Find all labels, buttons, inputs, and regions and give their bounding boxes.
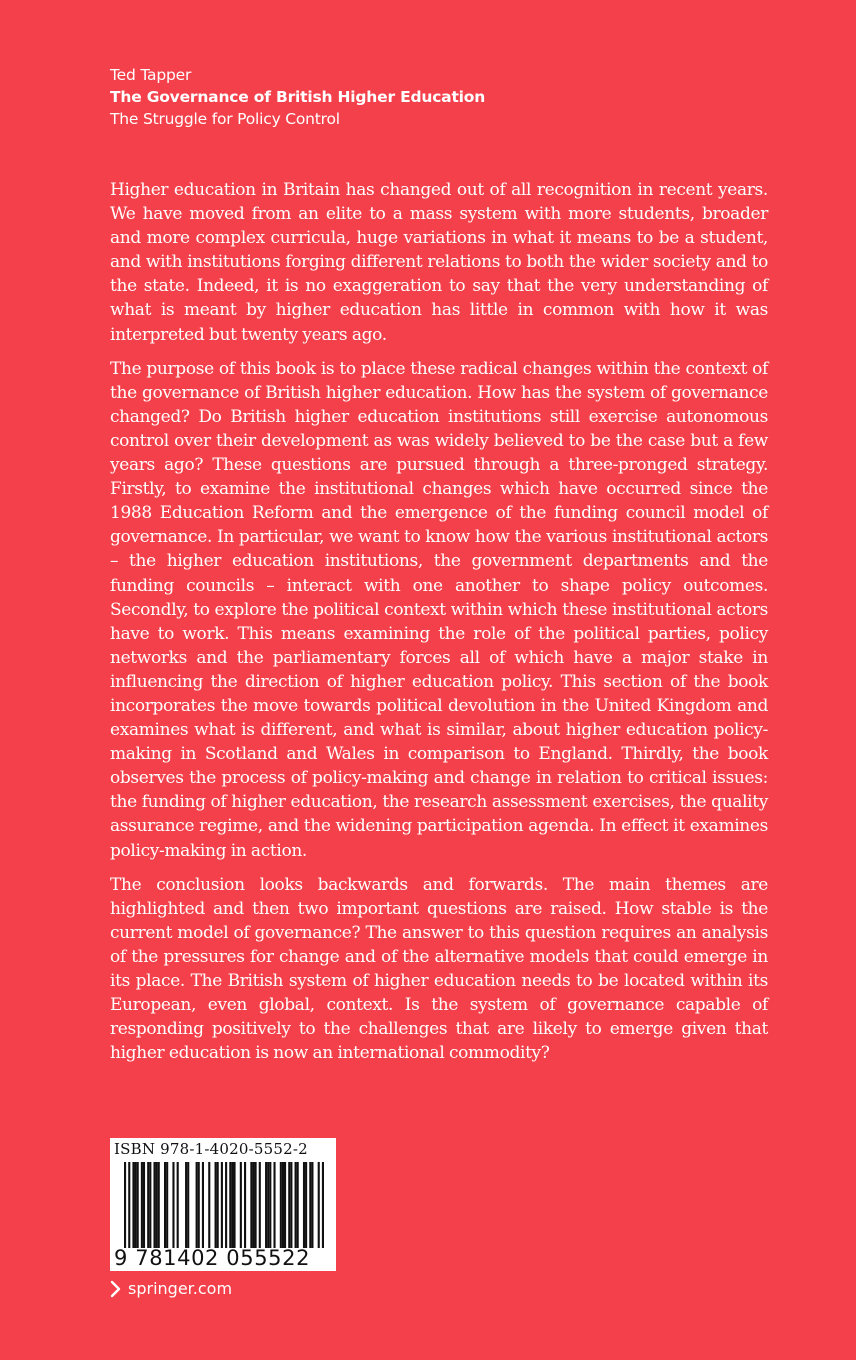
blurb-paragraph-2: The purpose of this book is to place these radical changes within the context of the governance of British higher education. How has the system of governance changed? Do British higher education institutions still exercise autonomous control over their development as was widely believed to be the case but a few years ago? These questions are pursued through a three-pronged strategy. Firstly, to examine the institutional changes which have occurred since the 1988 Education Reform and the emergence of the funding council model of governance. In particular, we want to know how the various institutional actors – the higher education institutions, the government departments and the funding councils – interact with one another to shape policy outcomes. Secondly, to explore the political context within which these institutional actors have to work. This means examining the role of the political parties, policy networks and the parliamentary forces all of which have a major stake in influencing the direction of higher education policy. This section of the book incorporates the move towards political devolution in the United Kingdom and examines what is different, and what is similar, about higher education policy-making in Scotland and Wales in comparison to England. Thirdly, the book observes the process of policy-making and change in relation to critical issues: the funding of higher education, the research assessment exercises, the quality assurance regime, and the widening participation agenda. In effect it examines policy-making in action. [110, 358, 768, 861]
author-name: Ted Tapper [110, 66, 192, 84]
book-subtitle: The Struggle for Policy Control [110, 110, 340, 128]
publisher-footer [110, 1279, 232, 1298]
chevron-right-icon [110, 1280, 122, 1298]
blurb-text [110, 178, 768, 1075]
book-title: The Governance of British Higher Education [110, 88, 486, 106]
blurb-paragraph-1: Higher education in Britain has changed out of all recognition in recent years. We have moved from an elite to a mass system with more students, broader and more complex curricula, huge variations in what it means to be a student, and with institutions forging different relations to both the wider society and to the state. Indeed, it is no exaggeration to say that the very understanding of what is meant by higher education has little in common with how it was interpreted but twenty years ago. [110, 180, 768, 345]
barcode-digits: 9 781402 055522 [114, 1246, 311, 1270]
isbn-barcode-box [110, 1138, 336, 1271]
isbn-label: ISBN 978-1-4020-5552-2 [114, 1140, 308, 1158]
barcode-image [124, 1162, 324, 1248]
blurb-paragraph-3: The conclusion looks backwards and forwards. The main themes are highlighted and then two important questions are raised. How stable is the current model of governance? The answer to this question requires an analysis of the pressures for change and of the alternative models that could emerge in its place. The British system of higher education needs to be located within its European, even global, context. Is the system of governance capable of responding positively to the challenges that are likely to emerge given that higher education is now an international commodity? [110, 874, 768, 1064]
cover-header [110, 64, 485, 130]
publisher-url: springer.com [128, 1279, 233, 1298]
